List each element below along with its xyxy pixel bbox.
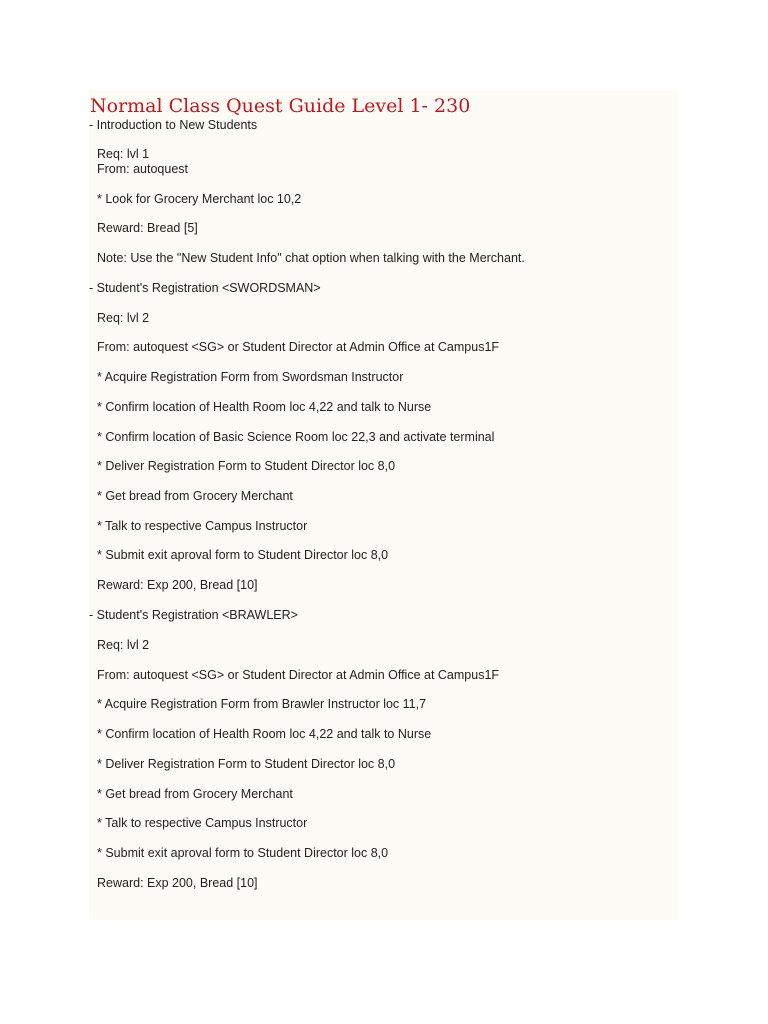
requirement-line: Req: lvl 2: [97, 311, 150, 325]
step-line: * Deliver Registration Form to Student Director loc 8,0: [97, 757, 396, 771]
reward-line: Reward: Bread [5]: [97, 221, 198, 235]
step-line: * Submit exit aproval form to Student Director loc 8,0: [97, 846, 389, 860]
source-line: From: autoquest <SG> or Student Director at Admin Office at Campus1F: [97, 668, 500, 682]
step-line: * Look for Grocery Merchant loc 10,2: [97, 192, 302, 206]
step-line: * Acquire Registration Form from Brawler Instructor loc 11,7: [97, 697, 427, 711]
note-line: Note: Use the "New Student Info" chat option when talking with the Merchant.: [97, 251, 525, 265]
step-line: * Confirm location of Basic Science Room loc 22,3 and activate terminal: [97, 430, 495, 444]
step-line: * Talk to respective Campus Instructor: [97, 519, 308, 533]
source-line: From: autoquest: [97, 162, 189, 176]
step-line: * Confirm location of Health Room loc 4,22 and talk to Nurse: [97, 727, 432, 741]
step-line: * Submit exit aproval form to Student Director loc 8,0: [97, 548, 389, 562]
requirement-line: Req: lvl 2: [97, 638, 150, 652]
step-line: * Talk to respective Campus Instructor: [97, 816, 308, 830]
step-line: * Get bread from Grocery Merchant: [97, 787, 293, 801]
page-title: Normal Class Quest Guide Level 1- 230: [90, 95, 471, 117]
reward-line: Reward: Exp 200, Bread [10]: [97, 578, 258, 592]
step-line: * Acquire Registration Form from Swordsman Instructor: [97, 370, 404, 384]
section-heading-brawler: - Student's Registration <BRAWLER>: [89, 608, 298, 622]
step-line: * Deliver Registration Form to Student Director loc 8,0: [97, 459, 396, 473]
reward-line: Reward: Exp 200, Bread [10]: [97, 876, 258, 890]
step-line: * Confirm location of Health Room loc 4,22 and talk to Nurse: [97, 400, 432, 414]
requirement-line: Req: lvl 1: [97, 147, 150, 161]
section-heading-introduction: - Introduction to New Students: [89, 118, 258, 132]
source-line: From: autoquest <SG> or Student Director at Admin Office at Campus1F: [97, 340, 500, 354]
step-line: * Get bread from Grocery Merchant: [97, 489, 293, 503]
section-heading-swordsman: - Student's Registration <SWORDSMAN>: [89, 281, 321, 295]
